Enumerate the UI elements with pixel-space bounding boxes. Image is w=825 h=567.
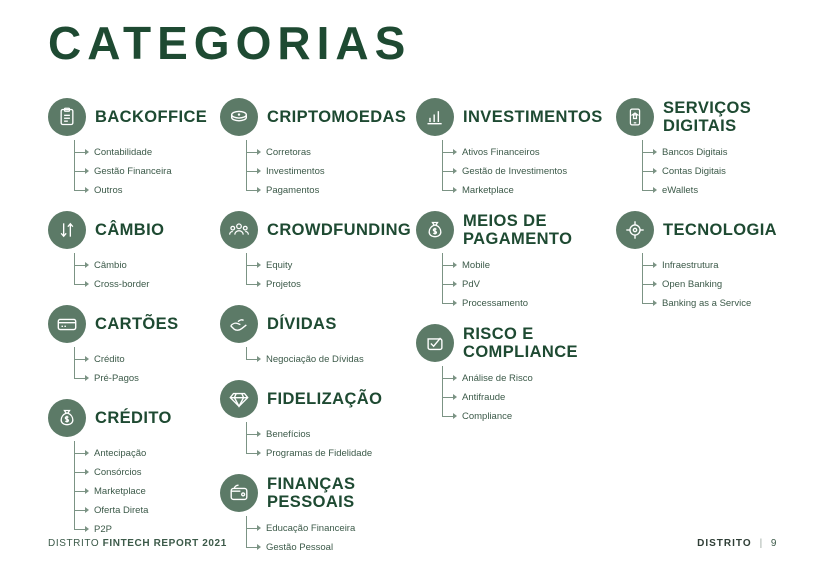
arrow-icon — [257, 356, 261, 362]
subcategory-item[interactable] — [440, 407, 616, 426]
subcategory-label: Compliance — [462, 411, 513, 422]
subcategory-label: Crédito — [94, 354, 125, 365]
subcategory-list — [244, 256, 416, 294]
category-title: CRÉDITO — [95, 408, 172, 427]
subcategory-item[interactable] — [244, 162, 416, 181]
subcategory-label: Equity — [266, 260, 293, 271]
category-columns — [48, 95, 788, 565]
arrow-icon — [85, 356, 89, 362]
subcategory-item[interactable] — [640, 256, 788, 275]
subcategory-list — [440, 256, 616, 313]
debt-hand-icon — [220, 305, 258, 343]
footer-document: FINTECH REPORT 2021 — [102, 538, 227, 549]
subcategory-label: PdV — [462, 279, 480, 290]
credit-card-icon — [48, 305, 86, 343]
arrow-icon — [257, 168, 261, 174]
subcategory-item[interactable] — [640, 162, 788, 181]
subcategory-list — [244, 425, 416, 463]
subcategory-item[interactable] — [72, 143, 220, 162]
subcategory-label: Antifraude — [462, 392, 506, 403]
category-header[interactable] — [48, 95, 220, 139]
subcategory-item[interactable] — [440, 275, 616, 294]
footer-pagination — [697, 538, 777, 549]
distrito-logo: DISTRITO — [697, 538, 752, 549]
arrow-icon — [85, 450, 89, 456]
subcategory-label: Gestão Financeira — [94, 166, 172, 177]
arrow-icon — [85, 507, 89, 513]
subcategory-item[interactable] — [72, 463, 220, 482]
exchange-arrows-icon — [48, 211, 86, 249]
arrow-icon — [85, 149, 89, 155]
footer-caption — [48, 538, 227, 549]
category-title: FINANÇAS PESSOAIS — [267, 474, 356, 511]
subcategory-label: Contabilidade — [94, 147, 153, 158]
category-title: TECNOLOGIA — [663, 220, 777, 239]
category-title: CROWDFUNDING — [267, 220, 412, 239]
subcategory-item[interactable] — [440, 162, 616, 181]
arrow-icon — [85, 469, 89, 475]
subcategory-list — [244, 350, 416, 369]
arrow-icon — [453, 413, 457, 419]
bar-chart-icon — [416, 98, 454, 136]
category-group-backoffice[interactable] — [48, 95, 220, 200]
arrow-icon — [653, 149, 657, 155]
coin-stack-icon — [220, 98, 258, 136]
subcategory-label: Educação Financeira — [266, 523, 356, 534]
subcategory-label: Contas Digitais — [662, 166, 726, 177]
arrow-icon — [85, 488, 89, 494]
category-header[interactable] — [48, 396, 220, 440]
subcategory-label: Processamento — [462, 298, 529, 309]
subcategory-label: Gestão Pessoal — [266, 542, 334, 553]
arrow-icon — [257, 431, 261, 437]
subcategory-label: Câmbio — [94, 260, 127, 271]
subcategory-item[interactable] — [72, 181, 220, 200]
category-header[interactable] — [416, 321, 616, 365]
arrow-icon — [85, 281, 89, 287]
category-group-credito[interactable] — [48, 396, 220, 539]
arrow-icon — [653, 168, 657, 174]
arrow-icon — [453, 187, 457, 193]
category-title: MEIOS DE PAGAMENTO — [463, 211, 573, 248]
category-title: SERVIÇOS DIGITAIS — [663, 98, 752, 135]
subcategory-item[interactable] — [72, 275, 220, 294]
subcategory-item[interactable] — [72, 256, 220, 275]
gear-tech-icon — [616, 211, 654, 249]
subcategory-item[interactable] — [440, 181, 616, 200]
subcategory-list — [72, 444, 220, 539]
arrow-icon — [85, 526, 89, 532]
clipboard-icon — [48, 98, 86, 136]
subcategory-label: Open Banking — [662, 279, 723, 290]
subcategory-label: P2P — [94, 524, 112, 535]
arrow-icon — [453, 394, 457, 400]
subcategory-item[interactable] — [72, 162, 220, 181]
people-group-icon — [220, 211, 258, 249]
category-group-meios-de-pagamento[interactable] — [416, 208, 616, 313]
category-header[interactable] — [416, 95, 616, 139]
category-title: BACKOFFICE — [95, 107, 208, 126]
category-title: CARTÕES — [95, 314, 179, 333]
check-shield-icon — [416, 324, 454, 362]
category-header[interactable] — [48, 302, 220, 346]
subcategory-item[interactable] — [640, 143, 788, 162]
category-title: RISCO E COMPLIANCE — [463, 324, 578, 361]
category-header[interactable] — [220, 302, 416, 346]
category-group-tecnologia[interactable] — [616, 208, 788, 313]
subcategory-list — [72, 256, 220, 294]
subcategory-label: Investimentos — [266, 166, 325, 177]
arrow-icon — [453, 149, 457, 155]
subcategory-list — [244, 143, 416, 200]
mobile-banking-icon — [616, 98, 654, 136]
subcategory-item[interactable] — [244, 444, 416, 463]
subcategory-item[interactable] — [440, 256, 616, 275]
category-header[interactable] — [416, 208, 616, 252]
category-header[interactable] — [48, 208, 220, 252]
arrow-icon — [453, 300, 457, 306]
arrow-icon — [257, 262, 261, 268]
piggy-wallet-icon — [220, 474, 258, 512]
category-header[interactable] — [220, 208, 416, 252]
subcategory-item[interactable] — [72, 444, 220, 463]
subcategory-item[interactable] — [72, 369, 220, 388]
arrow-icon — [453, 375, 457, 381]
subcategory-label: Corretoras — [266, 147, 311, 158]
category-title: CRIPTOMOEDAS — [267, 107, 407, 126]
arrow-icon — [453, 262, 457, 268]
category-group-cartoes[interactable] — [48, 302, 220, 388]
subcategory-list — [640, 143, 788, 200]
footer — [48, 538, 777, 549]
category-header[interactable] — [220, 471, 416, 515]
subcategory-label: Gestão de Investimentos — [462, 166, 568, 177]
arrow-icon — [653, 281, 657, 287]
subcategory-label: eWallets — [662, 185, 699, 196]
category-header[interactable] — [220, 95, 416, 139]
category-group-dividas[interactable] — [220, 302, 416, 369]
money-bag-dollar-icon — [416, 211, 454, 249]
page-title: CATEGORIAS — [48, 17, 412, 69]
subcategory-label: Marketplace — [462, 185, 514, 196]
subcategory-item[interactable] — [244, 275, 416, 294]
arrow-icon — [85, 375, 89, 381]
subcategory-item[interactable] — [640, 275, 788, 294]
subcategory-label: Pagamentos — [266, 185, 320, 196]
subcategory-list — [640, 256, 788, 313]
arrow-icon — [257, 525, 261, 531]
subcategory-label: Análise de Risco — [462, 373, 533, 384]
arrow-icon — [257, 149, 261, 155]
arrow-icon — [257, 450, 261, 456]
arrow-icon — [453, 281, 457, 287]
subcategory-label: Outros — [94, 185, 123, 196]
subcategory-list — [440, 143, 616, 200]
subcategory-item[interactable] — [440, 294, 616, 313]
arrow-icon — [85, 187, 89, 193]
subcategory-item[interactable] — [72, 501, 220, 520]
subcategory-label: Programas de Fidelidade — [266, 448, 373, 459]
subcategory-label: Cross-border — [94, 279, 150, 290]
category-group-cambio[interactable] — [48, 208, 220, 294]
arrow-icon — [257, 281, 261, 287]
arrow-icon — [653, 300, 657, 306]
footer-separator: | — [759, 538, 763, 549]
subcategory-item[interactable] — [244, 519, 416, 538]
category-group-fidelizacao[interactable] — [220, 377, 416, 463]
diamond-icon — [220, 380, 258, 418]
subcategory-item[interactable] — [72, 482, 220, 501]
subcategory-label: Consórcios — [94, 467, 142, 478]
category-group-investimentos[interactable] — [416, 95, 616, 200]
subcategory-label: Projetos — [266, 279, 301, 290]
category-title: DÍVIDAS — [267, 314, 337, 333]
category-column — [220, 95, 416, 565]
arrow-icon — [653, 262, 657, 268]
subcategory-list — [72, 350, 220, 388]
subcategory-item[interactable] — [244, 350, 416, 369]
category-header[interactable] — [616, 208, 788, 252]
subcategory-item[interactable] — [640, 181, 788, 200]
arrow-icon — [653, 187, 657, 193]
subcategory-label: Marketplace — [94, 486, 146, 497]
subcategory-label: Oferta Direta — [94, 505, 149, 516]
page-number: 9 — [770, 538, 777, 549]
category-title: FIDELIZAÇÃO — [267, 389, 383, 408]
category-group-criptomoedas[interactable] — [220, 95, 416, 200]
subcategory-item[interactable] — [440, 369, 616, 388]
subcategory-item[interactable] — [244, 181, 416, 200]
arrow-icon — [85, 168, 89, 174]
subcategory-label: Ativos Financeiros — [462, 147, 540, 158]
category-header[interactable] — [220, 377, 416, 421]
money-bag-icon — [48, 399, 86, 437]
subcategory-label: Antecipação — [94, 448, 147, 459]
subcategory-item[interactable] — [72, 350, 220, 369]
subcategory-item[interactable] — [244, 143, 416, 162]
subcategory-label: Bancos Digitais — [662, 147, 728, 158]
category-column — [616, 95, 788, 321]
category-group-risco-e-compliance[interactable] — [416, 321, 616, 426]
subcategory-item[interactable] — [244, 256, 416, 275]
category-column — [416, 95, 616, 434]
subcategory-item[interactable] — [640, 294, 788, 313]
arrow-icon — [85, 262, 89, 268]
subcategory-label: Banking as a Service — [662, 298, 752, 309]
subcategory-item[interactable] — [72, 520, 220, 539]
subcategory-label: Pré-Pagos — [94, 373, 139, 384]
subcategory-item[interactable] — [440, 143, 616, 162]
category-header[interactable] — [616, 95, 788, 139]
category-title: INVESTIMENTOS — [463, 107, 603, 126]
subcategory-item[interactable] — [244, 425, 416, 444]
arrow-icon — [453, 168, 457, 174]
category-group-crowdfunding[interactable] — [220, 208, 416, 294]
footer-brand: DISTRITO — [48, 538, 103, 549]
subcategory-label: Mobile — [462, 260, 490, 271]
category-title: CÂMBIO — [95, 220, 165, 239]
subcategory-label: Infraestrutura — [662, 260, 719, 271]
subcategory-label: Negociação de Dívidas — [266, 354, 364, 365]
subcategory-item[interactable] — [440, 388, 616, 407]
subcategory-list — [72, 143, 220, 200]
subcategory-label: Benefícios — [266, 429, 311, 440]
category-group-servicos-digitais[interactable] — [616, 95, 788, 200]
arrow-icon — [257, 187, 261, 193]
category-column — [48, 95, 220, 547]
subcategory-list — [440, 369, 616, 426]
